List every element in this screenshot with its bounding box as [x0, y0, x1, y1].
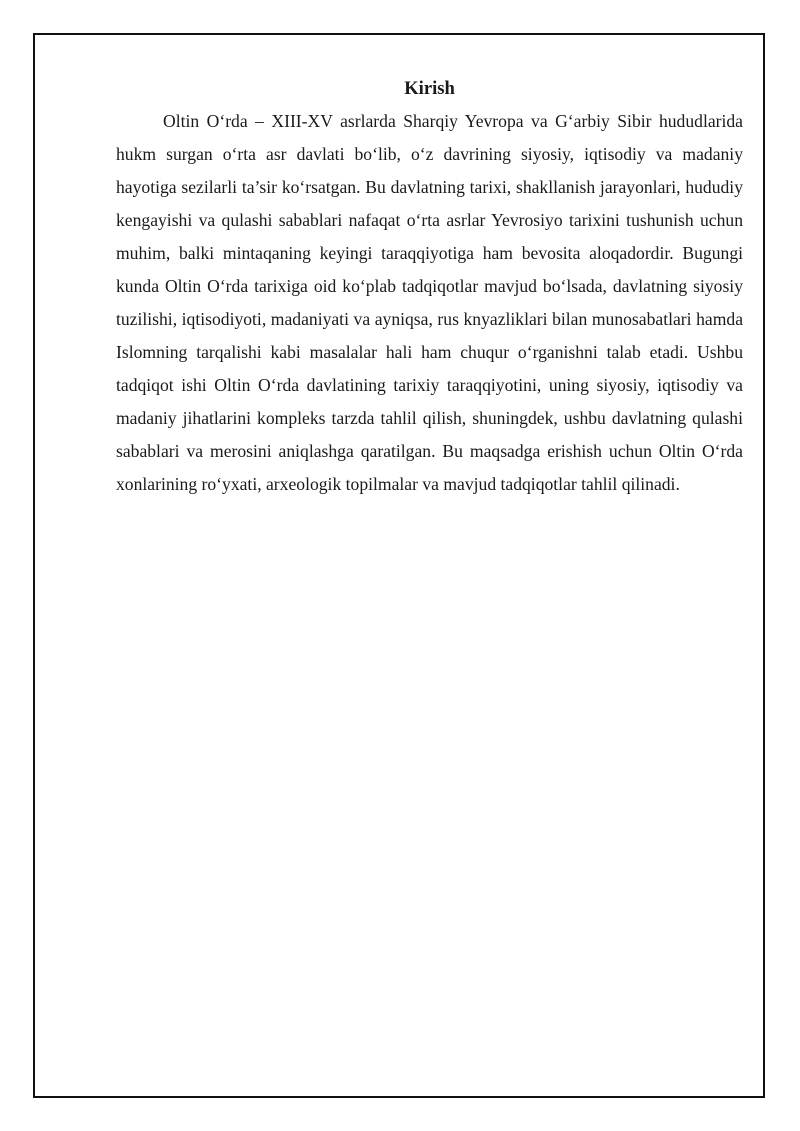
section-title: Kirish — [404, 78, 455, 99]
document-content — [116, 74, 743, 501]
body-paragraph: Oltin O‘rda – XIII-XV asrlarda Sharqiy Yevropa va G‘arbiy Sibir hududlarida hukm surgan o‘rta asr davlati bo‘lib, o‘z davrining siyosiy, iqtisodiy va madaniy hayotiga sezilarli ta’sir ko‘rsatgan. Bu davlatning tarixi, shakllanish jarayonlari, hududiy kengayishi va qulashi sabablari nafaqat o‘rta asrlar Yevrosiyo tarixini tushunish uchun muhim, balki mintaqaning keyingi taraqqiyotiga ham bevosita aloqadordir. Bugungi kunda Oltin O‘rda tarixiga oid ko‘plab tadqiqotlar mavjud bo‘lsada, davlatning siyosiy tuzilishi, iqtisodiyoti, madaniyati va ayniqsa, rus knyazliklari bilan munosabatlari hamda Islomning tarqalishi kabi masalalar hali ham chuqur o‘rganishni talab etadi. Ushbu tadqiqot ishi Oltin O‘rda davlatining tarixiy taraqqiyotini, uning siyosiy, iqtisodiy va madaniy jihatlarini kompleks tarzda tahlil qilish, shuningdek, ushbu davlatning qulashi sabablari va merosini aniqlashga qaratilgan. Bu maqsadga erishish uchun Oltin O‘rda xonlarining ro‘yxati, arxeologik topilmalar va mavjud tadqiqotlar tahlil qilinadi. — [116, 111, 743, 494]
